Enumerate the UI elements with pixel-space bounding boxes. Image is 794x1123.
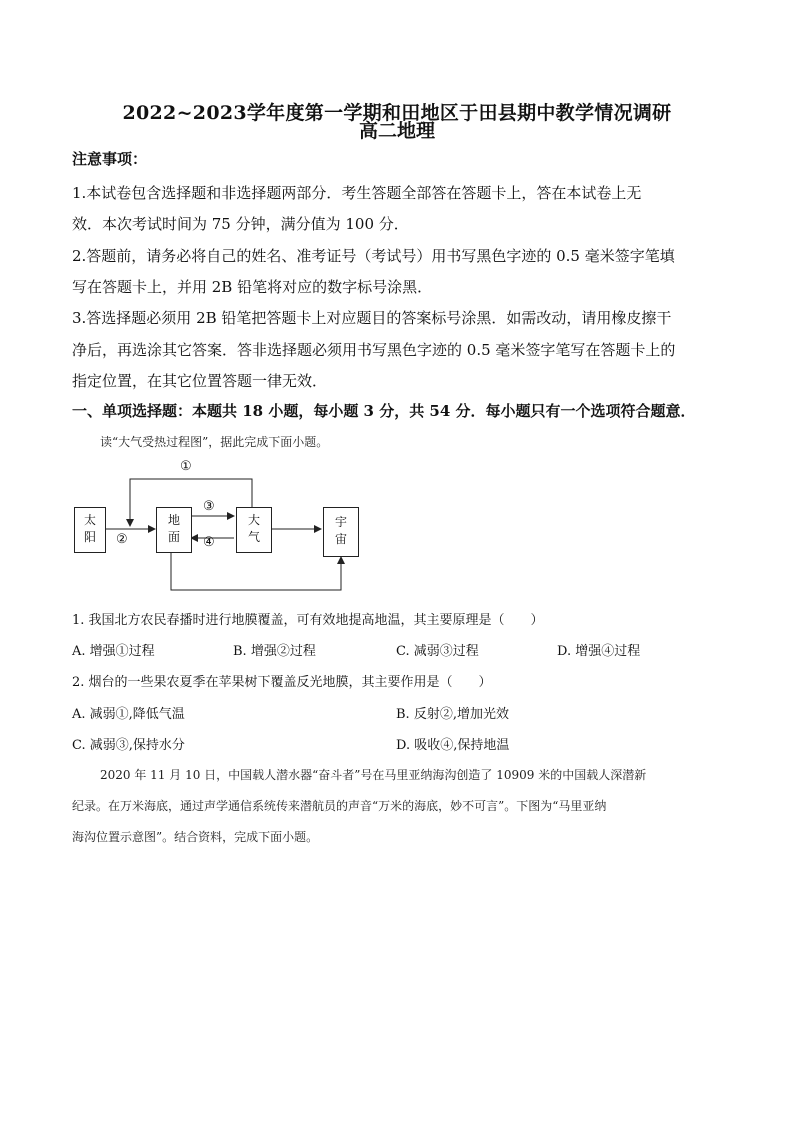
note-line: 1.本试卷包含选择题和非选择题两部分．考生答题全部答在答题卡上，答在本试卷上无 [72,184,642,202]
arrow-4-label: ④ [203,535,215,550]
note-line: 指定位置，在其它位置答题一律无效． [72,372,328,390]
q1-option-c: C. 减弱③过程 [396,644,479,659]
space-box [323,507,359,557]
q1-option-a: A. 增强①过程 [72,644,155,659]
ground-label: 地 面 [167,513,180,544]
q2-option-b: B. 反射②,增加光效 [396,707,509,722]
sun-box [74,507,106,553]
q2-option-c: C. 减弱③,保持水分 [72,738,185,753]
arrow-ground-space [171,553,341,590]
arrow-2-label: ② [116,532,128,547]
question-1-stem: 1. 我国北方农民春播时进行地膜覆盖，可有效地提高地温，其主要原理是（ ） [72,613,544,628]
exam-title: 2022~2023学年度第一学期和田地区于田县期中教学情况调研 [122,102,672,124]
q1-option-d: D. 增强④过程 [557,644,641,659]
note-line: 3.答选择题必须用 2B 铅笔把答题卡上对应题目的答案标号涂黑．如需改动，请用橡皮擦干 [72,309,672,327]
passage-line: 2020 年 11 月 10 日，中国载人潜水器“奋斗者”号在马里亚纳海沟创造了 10909 米的中国载人深潜新 [100,768,647,782]
space-label: 宇 宙 [334,515,347,546]
ground-box [156,507,192,553]
arrow-1-label: ① [180,459,192,474]
note-line: 效．本次考试时间为 75 分钟，满分值为 100 分． [72,215,409,233]
q2-option-d: D. 吸收④,保持地温 [396,738,510,753]
note-line: 净后，再选涂其它答案．答非选择题必须用书写黑色字迹的 0.5 毫米签字笔写在答题卡上的 [72,341,676,359]
passage-line: 海沟位置示意图”。结合资料，完成下面小题。 [72,830,319,844]
notes-heading: 注意事项： [72,150,148,168]
arrow-3-label: ③ [203,499,215,514]
exam-subject: 高二地理 [358,120,435,142]
section-intro: 读“大气受热过程图”，据此完成下面小题。 [100,435,329,449]
sun-label: 太 阳 [83,513,96,544]
section-heading: 一、单项选择题：本题共 18 小题，每小题 3 分，共 54 分．每小题只有一个选项符合题意． [72,402,696,420]
note-line: 写在答题卡上，并用 2B 铅笔将对应的数字标号涂黑． [72,278,433,296]
note-line: 2.答题前，请务必将自己的姓名、准考证号（考试号）用书写黑色字迹的 0.5 毫米签字笔填 [72,247,675,265]
q1-option-b: B. 增强②过程 [233,644,316,659]
question-2-stem: 2. 烟台的一些果农夏季在苹果树下覆盖反光地膜，其主要作用是（ ） [72,675,492,690]
atmosphere-box [236,507,272,553]
passage-line: 纪录。在万米海底，通过声学通信系统传来潜航员的声音“万米的海底，妙不可言”。下图为“马里亚纳 [72,799,607,813]
q2-option-a: A. 减弱①,降低气温 [72,707,185,722]
atmosphere-label: 大 气 [247,513,260,544]
